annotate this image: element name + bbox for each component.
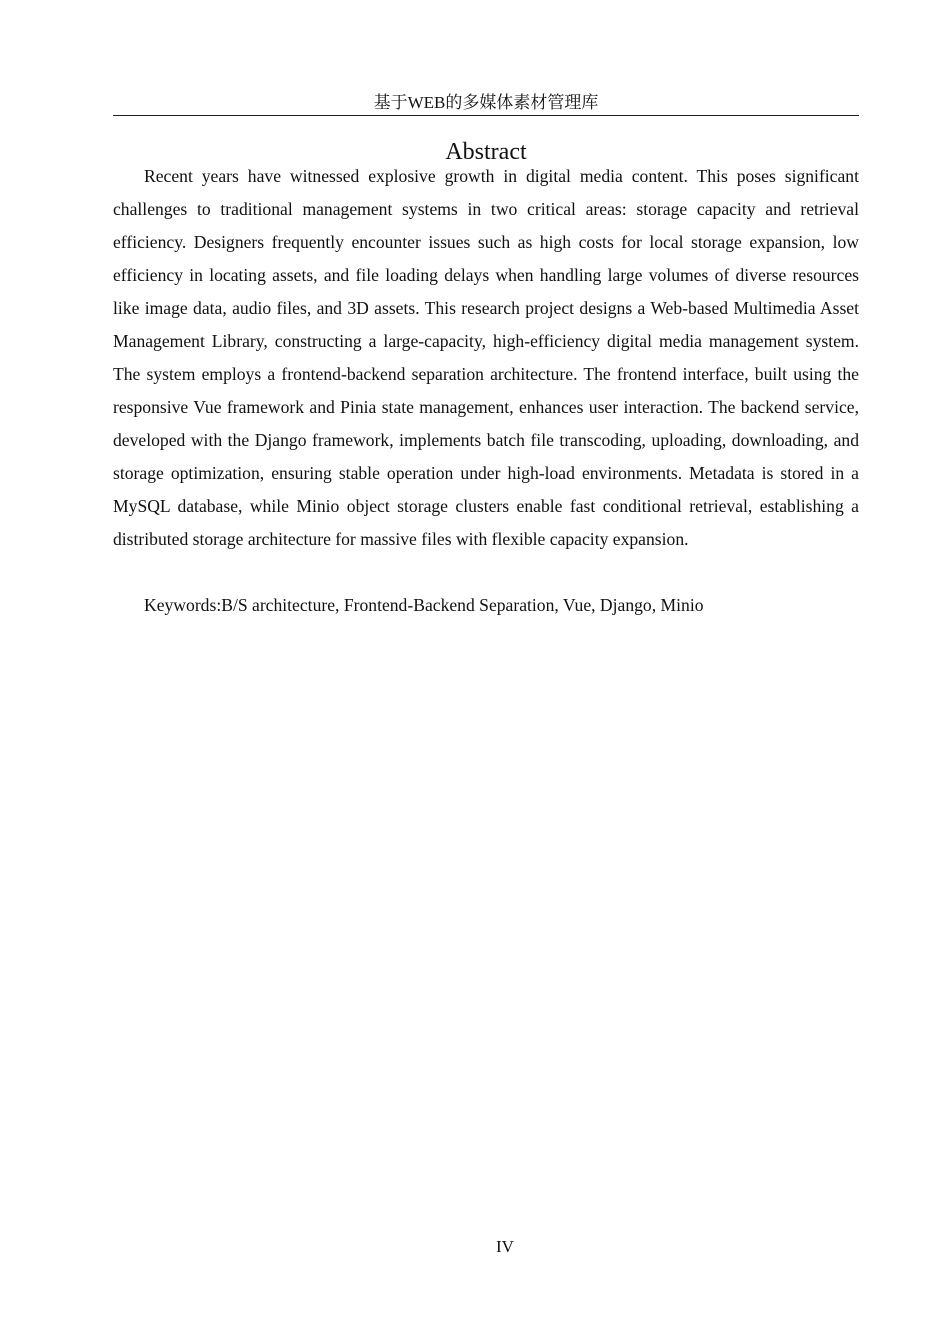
abstract-paragraph: Recent years have witnessed explosive growth in digital media content. This poses significant challenges to traditional management systems in two critical areas: storage capacity and retrieval efficiency. Designers frequently encounter issues such as high costs for local storage expansion, low efficiency in locating assets, and file loading delays when handling large volumes of diverse resources like image data, audio files, and 3D assets. This research project designs a Web-based Multimedia Asset Management Library, constructing a large-capacity, high-efficiency digital media management system. The system employs a frontend-backend separation architecture. The frontend interface, built using the responsive Vue framework and Pinia state management, enhances user interaction. The backend service, developed with the Django framework, implements batch file transcoding, uploading, downloading, and storage optimization, ensuring stable operation under high-load environments. Metadata is stored in a MySQL database, while Minio object storage clusters enable fast conditional retrieval, establishing a distributed storage architecture for massive files with flexible capacity expansion. [113, 166, 859, 549]
keywords-line: Keywords:B/S architecture, Frontend-Backend Separation, Vue, Django, Minio [144, 595, 704, 615]
page-number: IV [496, 1237, 514, 1256]
running-header [113, 92, 859, 116]
abstract-body [113, 160, 859, 556]
running-header-title: 基于WEB的多媒体素材管理库 [373, 93, 599, 112]
abstract-title: Abstract [445, 139, 527, 165]
